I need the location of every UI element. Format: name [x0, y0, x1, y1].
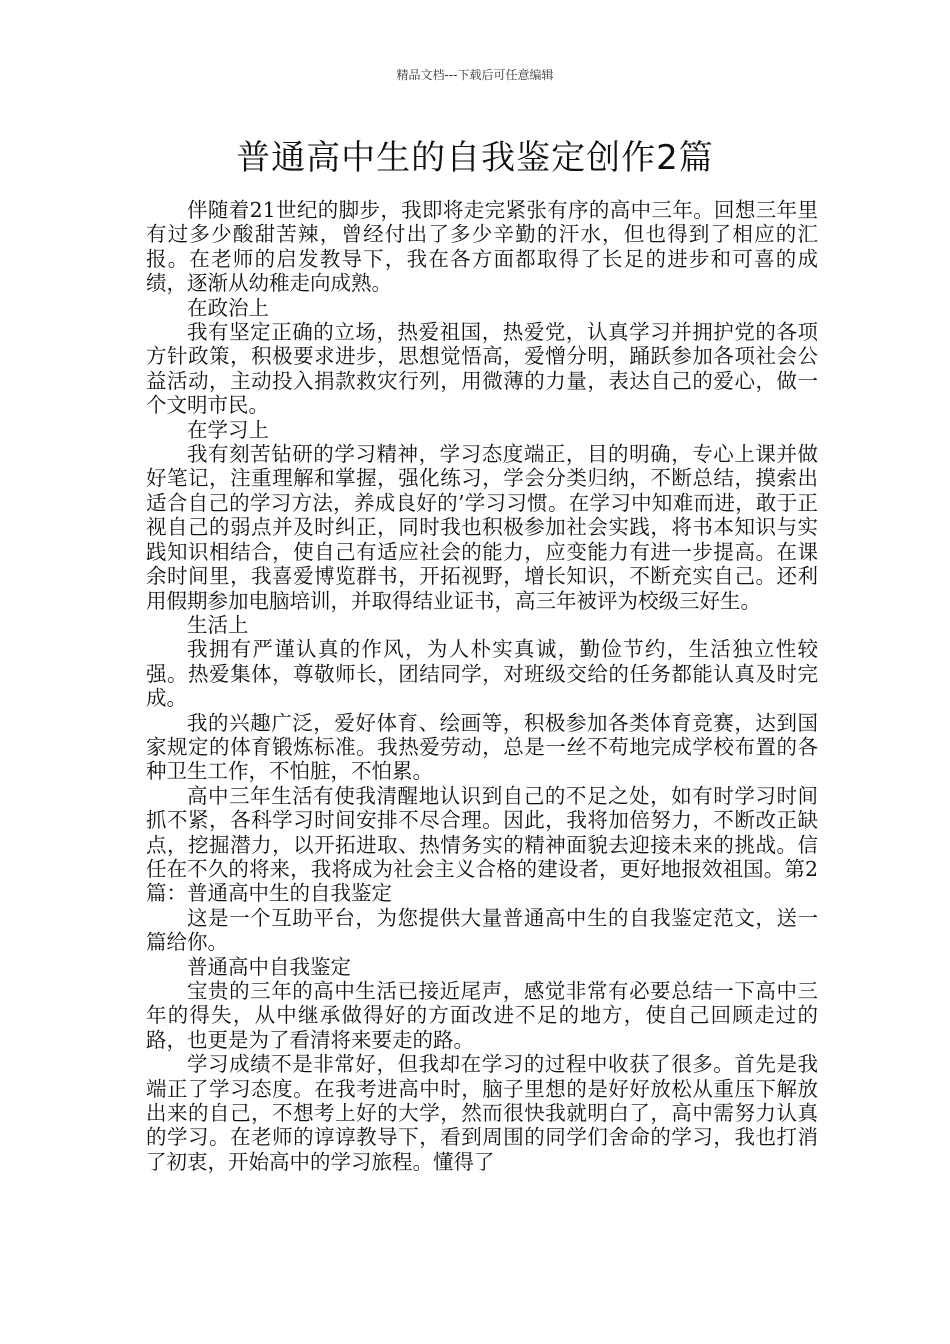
- document-title: 普通高中生的自我鉴定创作2篇: [236, 138, 714, 178]
- paragraph-intro: 伴随着21世纪的脚步，我即将走完紧张有序的高中三年。回想三年里有过多少酸甜苦辣，曾经付出了多少辛勤的汗水，但也得到了相应的汇报。在老师的启发教导下，我在各方面都取得了长足的进步和可喜的成绩，逐渐从幼稚走向成熟。: [146, 198, 818, 296]
- section-heading-self-assessment: 普通高中自我鉴定: [187, 954, 351, 979]
- document-body: [146, 198, 818, 1174]
- paragraph-politics: 我有坚定正确的立场，热爱祖国，热爱党，认真学习并拥护党的各项方针政策，积极要求进步，思想觉悟高，爱憎分明，踊跃参加各项社会公益活动，主动投入捐款救灾行列，用微薄的力量，表达自己的爱心，做一个文明市民。: [146, 320, 818, 418]
- paragraph-life: 我拥有严谨认真的作风，为人朴实真诚，勤俭节约，生活独立性较强。热爱集体，尊敬师长，团结同学，对班级交给的任务都能认真及时完成。: [146, 637, 818, 711]
- paragraph-summary: 宝贵的三年的高中生活已接近尾声，感觉非常有必要总结一下高中三年的得失，从中继承做得好的方面改进不足的地方，使自己回顾走过的路，也更是为了看清将来要走的路。: [146, 979, 818, 1052]
- section-heading-life: 生活上: [187, 612, 249, 637]
- paragraph-platform: 这是一个互助平台，为您提供大量普通高中生的自我鉴定范文，送一篇给你。: [146, 905, 818, 955]
- paragraph-study: 我有刻苦钻研的学习精神，学习态度端正，目的明确，专心上课并做好笔记，注重理解和掌握，强化练习，学会分类归纳，不断总结，摸索出适合自己的学习方法，养成良好的’学习习惯。在学习中知难而进，敢于正视自己的弱点并及时纠正，同时我也积极参加社会实践，将书本知识与实践知识相结合，使自己有适应社会的能力，应变能力有进一步提高。在课余时间里，我喜爱博览群书，开拓视野，增长知识，不断充实自己。还利用假期参加电脑培训，并取得结业证书，高三年被评为校级三好生。: [146, 442, 818, 613]
- paragraph-reflection: 高中三年生活有使我清醒地认识到自己的不足之处，如有时学习时间抓不紧，各科学习时间安排不尽合理。因此，我将加倍努力，不断改正缺点，挖掘潜力，以开拓进取、热情务实的精神面貌去迎接未来的挑战。信任在不久的将来，我将成为社会主义合格的建设者，更好地报效祖国。第2篇：普通高中生的自我鉴定: [146, 783, 818, 906]
- paragraph-interests: 我的兴趣广泛，爱好体育、绘画等，积极参加各类体育竞赛，达到国家规定的体育锻炼标准。我热爱劳动，总是一丝不苟地完成学校布置的各种卫生工作，不怕脏，不怕累。: [146, 710, 818, 784]
- section-heading-politics: 在政治上: [187, 295, 269, 320]
- header-note: 精品文档---下载后可任意编辑: [396, 68, 554, 82]
- section-heading-study: 在学习上: [187, 417, 269, 442]
- paragraph-learning: 学习成绩不是非常好，但我却在学习的过程中收获了很多。首先是我端正了学习态度。在我考进高中时，脑子里想的是好好放松从重压下解放出来的自己，不想考上好的大学，然而很快我就明白了，高中需努力认真的学习。在老师的谆谆教导下，看到周围的同学们舍命的学习，我也打消了初衷，开始高中的学习旅程。懂得了: [146, 1052, 818, 1174]
